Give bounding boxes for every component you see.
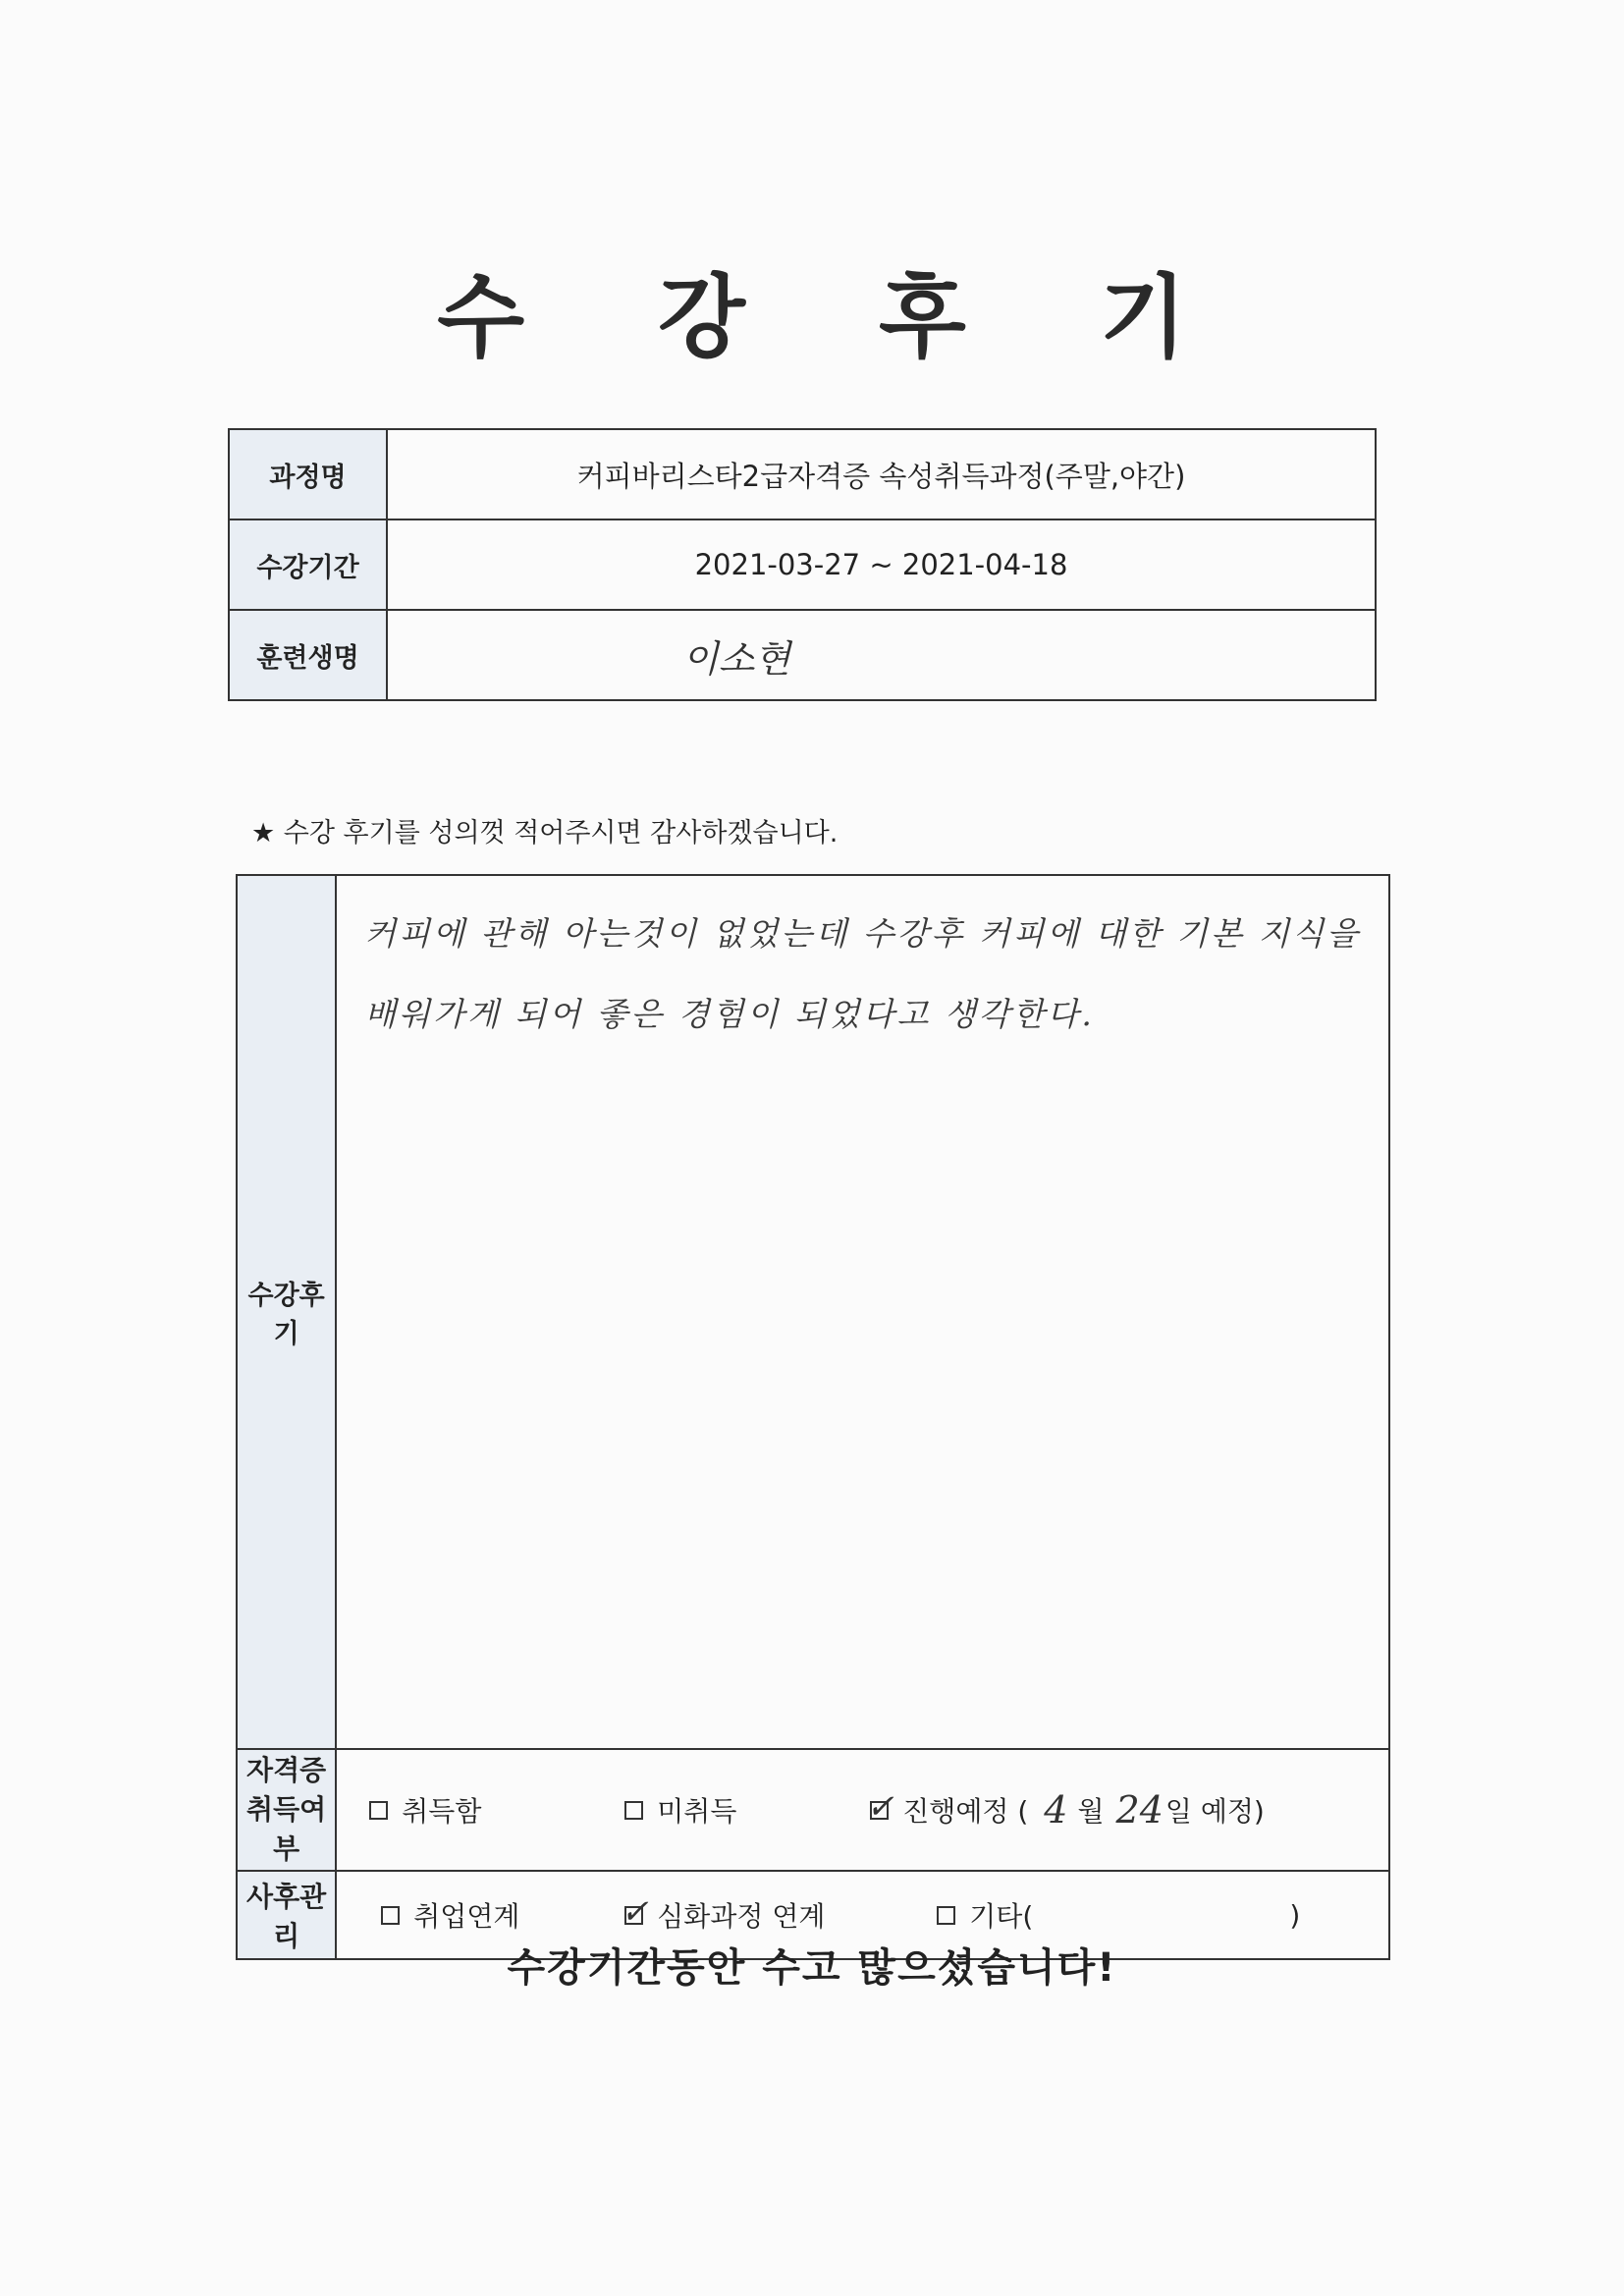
closing-message: 수강기간동안 수고 많으셨습니다! <box>507 1945 1117 1991</box>
document-title: 수 강 후 기 <box>437 265 1238 370</box>
option-not-acquired[interactable]: 미취득 <box>624 1790 870 1830</box>
checkmark-icon: ✓ <box>621 1891 649 1932</box>
review-text-line-1: 커피에 관해 아는것이 없었는데 수강후 커피에 대한 기본 지식을 <box>364 914 1361 953</box>
period-label: 수강기간 <box>229 519 387 610</box>
checkbox-icon <box>624 1801 643 1820</box>
checkbox-icon <box>937 1906 955 1925</box>
checkmark-icon: ✓ <box>866 1786 894 1827</box>
course-label: 과정명 <box>229 429 387 519</box>
period-row <box>229 519 1376 610</box>
certificate-options <box>336 1749 1389 1871</box>
scheduled-day: 24 <box>1115 1788 1164 1831</box>
course-value: 커피바리스타2급자격증 속성취득과정(주말,야간) <box>387 429 1376 519</box>
review-table <box>236 874 1390 1960</box>
checkbox-icon <box>369 1801 388 1820</box>
option-acquired[interactable]: 취득함 <box>369 1790 624 1830</box>
trainee-row <box>229 610 1376 700</box>
option-job-link[interactable]: 취업연계 <box>381 1895 624 1935</box>
trainee-signature: 이소현 <box>682 636 791 681</box>
scheduled-month: 4 <box>1044 1788 1068 1831</box>
course-row <box>229 429 1376 519</box>
instruction-note: ★ 수강 후기를 성의껏 적어주시면 감사하겠습니다. <box>251 818 839 848</box>
aftercare-label: 사후관리 <box>237 1871 336 1959</box>
checkbox-icon <box>381 1906 400 1925</box>
review-row <box>237 875 1389 1749</box>
review-body <box>336 875 1389 1749</box>
certificate-row <box>237 1749 1389 1871</box>
certificate-label: 자격증 취득여부 <box>237 1749 336 1871</box>
option-other[interactable]: 기타( ) <box>937 1895 1300 1935</box>
review-label: 수강후기 <box>237 875 336 1749</box>
period-value: 2021-03-27 ~ 2021-04-18 <box>387 519 1376 610</box>
checked-checkbox-icon <box>866 1786 894 1827</box>
option-in-progress[interactable]: ✓ 진행예정 ( 4 월 24 일 예정) <box>866 1786 1265 1831</box>
review-text-line-2: 배워가게 되어 좋은 경험이 되었다고 생각한다. <box>364 995 1095 1033</box>
option-advanced-course[interactable]: ✓ 심화과정 연계 <box>621 1891 826 1933</box>
trainee-label: 훈련생명 <box>229 610 387 700</box>
checked-checkbox-icon <box>621 1891 649 1932</box>
course-info-table <box>228 428 1377 701</box>
